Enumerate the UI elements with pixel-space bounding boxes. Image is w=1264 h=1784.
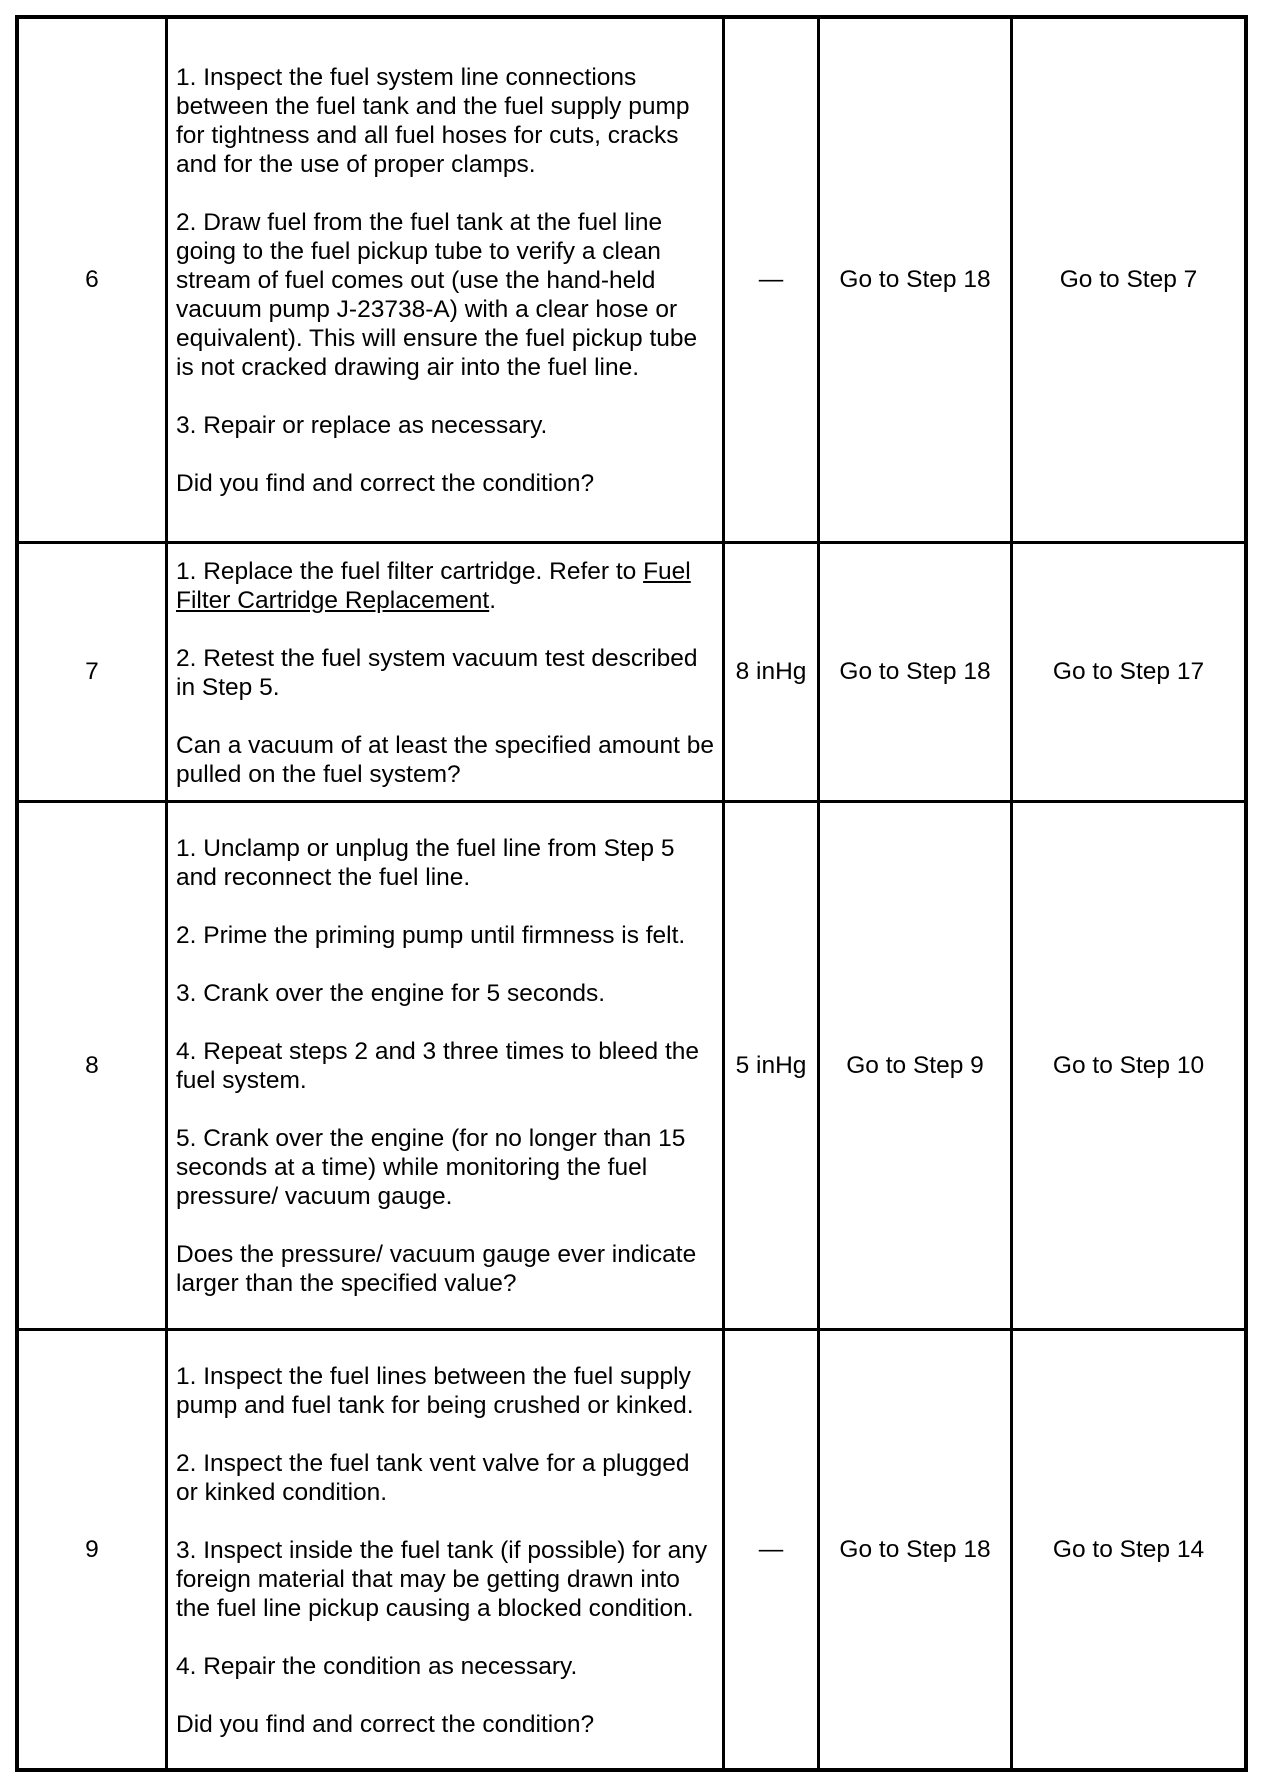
no-cell: Go to Step 10 [1012, 801, 1247, 1329]
action-paragraph: 5. Crank over the engine (for no longer than 15 seconds at a time) while monitoring the fuel pressure/ vacuum gauge. [176, 1125, 686, 1210]
action-paragraph: 3. Repair or replace as necessary. [176, 412, 548, 440]
value-cell: — [724, 17, 819, 542]
table-row [17, 801, 1246, 1329]
action-cell [167, 1329, 724, 1770]
value-cell: 5 inHg [724, 801, 819, 1329]
step-number: 9 [17, 1329, 167, 1770]
yes-cell: Go to Step 18 [819, 17, 1012, 542]
action-question: Did you find and correct the condition? [176, 1710, 595, 1738]
action-paragraph: 1. Inspect the fuel system line connections between the fuel tank and the fuel supply pump for tightness and all fuel hoses for cuts, cracks and for the use of proper clamps. [176, 64, 690, 179]
action-paragraph [176, 557, 716, 615]
step-number: 6 [17, 17, 167, 542]
table-row [17, 1329, 1246, 1770]
action-cell [167, 17, 724, 542]
action-question: Did you find and correct the condition? [176, 470, 595, 498]
action-cell [167, 542, 724, 801]
table-row [17, 542, 1246, 801]
action-paragraph: 3. Crank over the engine for 5 seconds. [176, 980, 606, 1007]
no-cell: Go to Step 7 [1012, 17, 1247, 542]
table-row [17, 17, 1246, 542]
action-paragraph: 2. Inspect the fuel tank vent valve for a plugged or kinked condition. [176, 1449, 690, 1506]
yes-cell: Go to Step 9 [819, 801, 1012, 1329]
action-cell [167, 801, 724, 1329]
step-number: 8 [17, 801, 167, 1329]
yes-cell: Go to Step 18 [819, 542, 1012, 801]
action-text: 1. Replace the fuel filter cartridge. Refer to [176, 557, 644, 585]
action-question: Does the pressure/ vacuum gauge ever indicate larger than the specified value? [176, 1241, 697, 1297]
action-text: . [489, 586, 496, 614]
no-cell: Go to Step 17 [1012, 542, 1247, 801]
value-cell: 8 inHg [724, 542, 819, 801]
action-paragraph: 3. Inspect inside the fuel tank (if possible) for any foreign material that may be getting drawn into the fuel line pickup causing a blocked condition. [176, 1536, 708, 1622]
action-paragraph: 4. Repeat steps 2 and 3 three times to bleed the fuel system. [176, 1038, 700, 1094]
step-number: 7 [17, 542, 167, 801]
diagnostic-table [15, 15, 1248, 1772]
action-paragraph: 4. Repair the condition as necessary. [176, 1652, 578, 1680]
yes-cell: Go to Step 18 [819, 1329, 1012, 1770]
action-paragraph: 2. Draw fuel from the fuel tank at the fuel line going to the fuel pickup tube to verify a clean stream of fuel comes out (use the hand-held vacuum pump J-23738-A) with a clear hose or equivalent). This will ensure the fuel pickup tube is not cracked drawing air into the fuel line. [176, 209, 698, 382]
action-question: Can a vacuum of at least the specified amount be pulled on the fuel system? [176, 731, 714, 788]
action-paragraph: 2. Prime the priming pump until firmness is felt. [176, 922, 686, 949]
action-paragraph: 1. Inspect the fuel lines between the fuel supply pump and fuel tank for being crushed or kinked. [176, 1362, 694, 1419]
action-paragraph: 1. Unclamp or unplug the fuel line from Step 5 and reconnect the fuel line. [176, 835, 675, 891]
no-cell: Go to Step 14 [1012, 1329, 1247, 1770]
fuel-filter-cartridge-replacement-link[interactable]: Fuel Filter Cartridge Replacement [176, 557, 691, 614]
value-cell: — [724, 1329, 819, 1770]
action-paragraph: 2. Retest the fuel system vacuum test described in Step 5. [176, 644, 698, 701]
